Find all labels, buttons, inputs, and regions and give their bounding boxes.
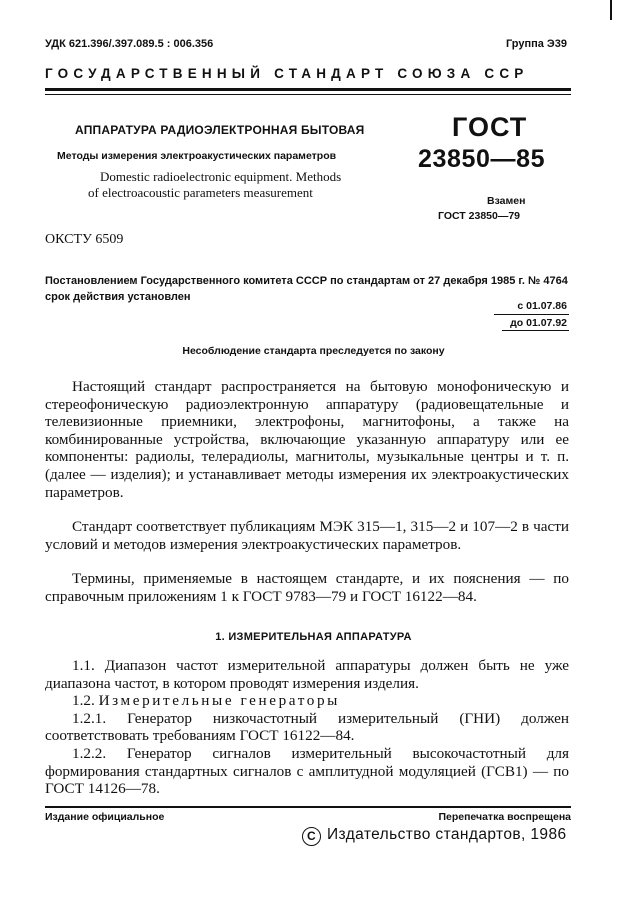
page-edge-mark (610, 0, 612, 20)
title-english-line2: of electroacoustic parameters measurement (88, 185, 313, 200)
title-english-line1: Domestic radioelectronic equipment. Methods (100, 169, 342, 184)
clause-1-2-1: 1.2.1. Генератор низкочастотный измерительный (ГНИ) должен соответствовать требованиям ГОСТ 16122—84. (45, 709, 569, 745)
reprint-notice: Перепечатка воспрещена (438, 811, 571, 823)
copyright-icon: C (302, 827, 321, 846)
clause-1-2-title: Измерительные генераторы (98, 692, 340, 710)
conformity-paragraph: Стандарт соответствует публикациям МЭК 315—1, 315—2 и 107—2 в части условий и методов измерения электроакустических параметров. (45, 518, 569, 553)
subtitle-russian: Методы измерения электроакустических параметров (57, 150, 337, 162)
clause-1-2 (45, 692, 569, 710)
legal-warning: Несоблюдение стандарта преследуется по закону (182, 345, 445, 357)
terms-paragraph: Термины, применяемые в настоящем стандарте, и их пояснения — по справочным приложениям 1 к ГОСТ 9783—79 и ГОСТ 16122—84. (45, 570, 569, 605)
title-russian: АППАРАТУРА РАДИОЭЛЕКТРОННАЯ БЫТОВАЯ (75, 123, 365, 137)
validity-from: с 01.07.86 (517, 300, 567, 312)
replace-value: ГОСТ 23850—79 (438, 210, 521, 222)
validity-to: до 01.07.92 (502, 317, 569, 331)
state-standard-banner: ГОСУДАРСТВЕННЫЙ СТАНДАРТ СОЮЗА ССР (45, 66, 529, 81)
group-code: Группа Э39 (505, 38, 567, 50)
section-heading: 1. ИЗМЕРИТЕЛЬНАЯ АППАРАТУРА (215, 631, 412, 643)
copyright-text: Издательство стандартов, 1986 (327, 826, 567, 843)
footer-rule (45, 806, 571, 808)
gost-number: 23850—85 (418, 145, 546, 173)
validity-divider (494, 314, 569, 315)
scope-paragraph: Настоящий стандарт распространяется на бытовую монофоническую и стереофоническую радиоэлектронную аппаратуру (радиовещательные и телевизионные приемники, электрофоны, магнитофоны, а также на комбинированные устройства, включающие указанную аппаратуру или ее компоненты: радиолы, телерадиолы, магнитолы, музыкальные центры и т. п. (далее — изделия); и устанавливает методы измерения их электроакустических параметров. (45, 378, 569, 501)
header-rule-thin (45, 94, 571, 95)
decree-text: Постановлением Государственного комитета СССР по стандартам от 27 декабря 1985 г. № 4764 срок действия установлен (45, 275, 568, 303)
gost-label: ГОСТ (452, 112, 528, 142)
clause-1-2-number: 1.2. (72, 692, 95, 710)
section-content (45, 657, 569, 798)
edition-label: Издание официальное (45, 811, 165, 823)
clause-1-2-2: 1.2.2. Генератор сигналов измерительный высокочастотный для формирования стандартных сигналов с амплитудной модуляцией (ГСВ1) — по ГОСТ 14126—78. (45, 744, 569, 798)
header-rule-thick (45, 88, 571, 91)
copyright-line (302, 826, 567, 846)
udk-code: УДК 621.396/.397.089.5 : 006.356 (45, 38, 214, 50)
okstu-code: ОКСТУ 6509 (45, 232, 124, 247)
clause-1-1: 1.1. Диапазон частот измерительной аппаратуры должен быть не уже диапазона частот, в котором проводят измерения изделия. (45, 657, 569, 692)
replace-label: Взамен (487, 195, 526, 207)
